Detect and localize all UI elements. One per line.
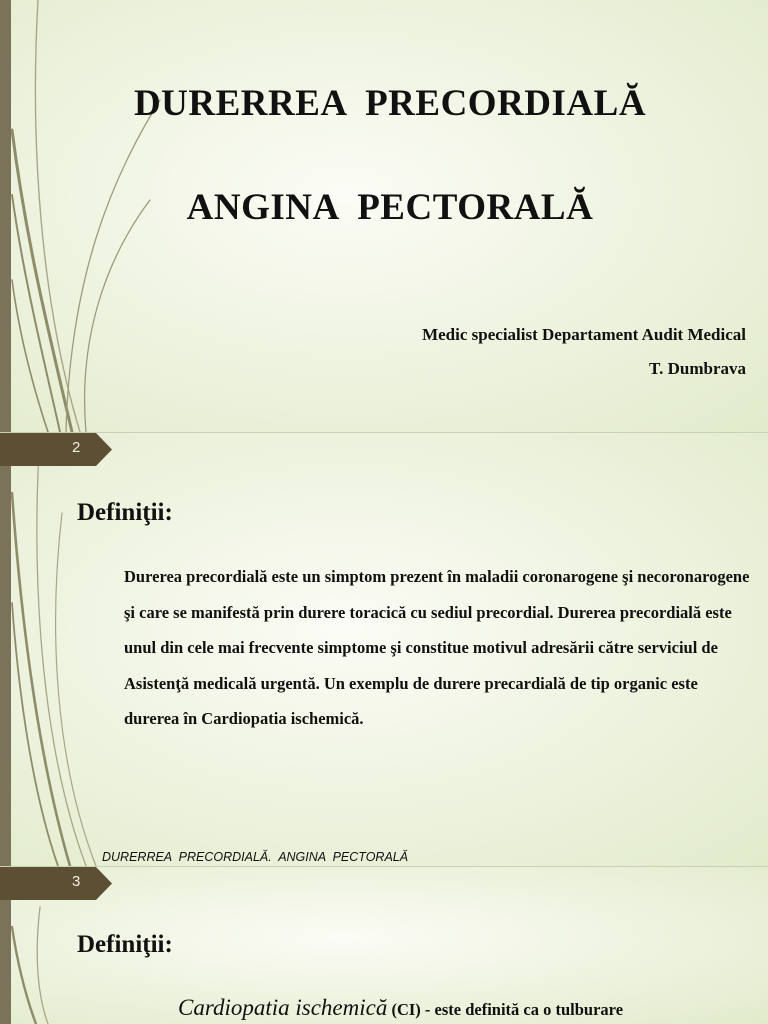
slide-2-heading: Definiţii: <box>77 499 173 526</box>
slide-1-title-line-1: DURERREA PRECORDIALĂ <box>133 83 647 124</box>
ci-definition-line <box>178 995 623 1021</box>
slide-1 <box>0 0 768 432</box>
author-name: T. Dumbrava <box>649 359 746 378</box>
ci-definition-text: (CI) - este definită ca o tulburare <box>387 1000 624 1019</box>
slide-3-number-tag <box>0 867 112 900</box>
slide-3 <box>0 867 768 1024</box>
number-tag-shape-icon <box>0 867 112 900</box>
decorative-swoosh-icon <box>0 433 120 866</box>
slide-3-number: 3 <box>72 873 81 890</box>
ci-term: Cardiopatia ischemică <box>178 995 388 1020</box>
author-affiliation: Medic specialist Departament Audit Medical <box>422 325 746 344</box>
slide-footer: DURERREA PRECORDIALĂ. ANGINA PECTORALĂ <box>102 850 409 864</box>
slide-2-number: 2 <box>72 439 81 456</box>
slide-2-number-tag <box>0 433 112 466</box>
definition-paragraph: Durerea precordială este un simptom prezent în maladii coronarogene şi necoronarogene şi care se manifestă prin durere toracică cu sediul precordial. Durerea precordială este unul din cele mai frecvente simptome şi constitue motivul adresării către serviciul de Asistenţă medicală urgentă. Un exemplu de durere precardială de tip organic este durerea în Cardiopatia ischemică. <box>124 567 750 728</box>
slide-1-title-line-2: ANGINA PECTORALĂ <box>186 187 594 228</box>
number-tag-shape-icon <box>0 433 112 466</box>
slide-3-heading: Definiţii: <box>77 931 173 958</box>
slide-2 <box>0 433 768 866</box>
